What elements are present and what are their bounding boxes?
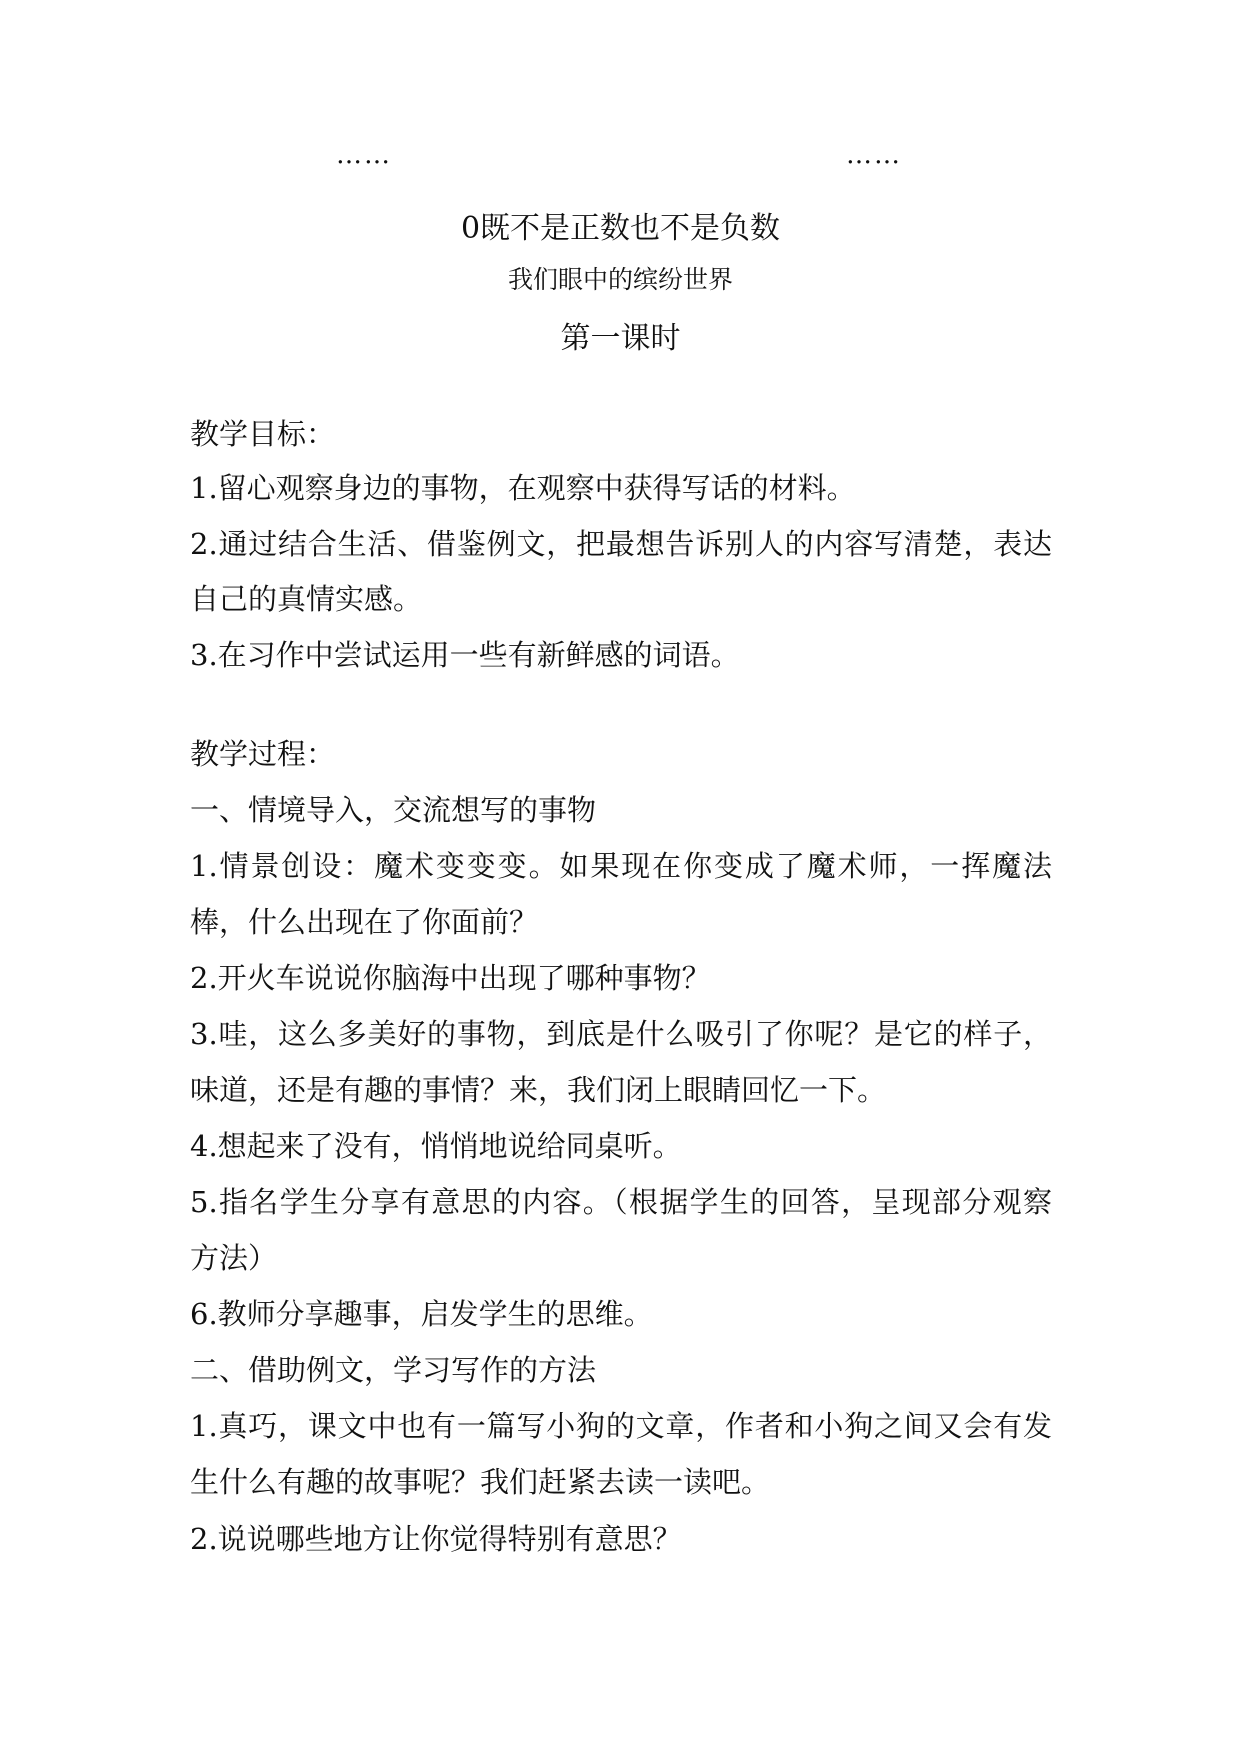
step-1-3: 3.哇，这么多美好的事物，到底是什么吸引了你呢？是它的样子， xyxy=(190,1017,1052,1051)
step-2-1-cont: 生什么有趣的故事呢？我们赶紧去读一读吧。 xyxy=(190,1465,771,1499)
ellipsis-left: …… xyxy=(336,140,392,170)
main-title: 0既不是正数也不是负数 xyxy=(460,211,781,246)
step-1-1: 1.情景创设：魔术变变变。如果现在你变成了魔术师，一挥魔法 xyxy=(190,849,1052,883)
subtitle: 我们眼中的缤纷世界 xyxy=(507,265,733,294)
objective-1: 1.留心观察身边的事物，在观察中获得写话的材料。 xyxy=(190,471,856,505)
section-heading-process: 教学过程： xyxy=(190,737,336,771)
step-2-1: 1.真巧，课文中也有一篇写小狗的文章，作者和小狗之间又会有发 xyxy=(190,1409,1052,1443)
section-heading-objectives: 教学目标： xyxy=(190,417,336,451)
step-1-6: 6.教师分享趣事，启发学生的思维。 xyxy=(190,1297,653,1331)
step-1-5: 5.指名学生分享有意思的内容。（根据学生的回答，呈现部分观察 xyxy=(190,1185,1052,1219)
step-1-3-cont: 味道，还是有趣的事情？来，我们闭上眼睛回忆一下。 xyxy=(190,1073,887,1107)
step-heading-1: 一、情境导入，交流想写的事物 xyxy=(190,793,597,827)
step-1-2: 2.开火车说说你脑海中出现了哪种事物？ xyxy=(190,961,711,995)
step-2-2: 2.说说哪些地方让你觉得特别有意思？ xyxy=(190,1522,682,1556)
objective-2-cont: 自己的真情实感。 xyxy=(190,582,423,616)
step-1-5-cont: 方法） xyxy=(190,1241,278,1275)
step-1-1-cont: 棒，什么出现在了你面前？ xyxy=(190,905,539,939)
ellipsis-right: …… xyxy=(846,140,902,170)
objective-2: 2.通过结合生活、借鉴例文，把最想告诉别人的内容写清楚，表达 xyxy=(190,527,1052,561)
objective-3: 3.在习作中尝试运用一些有新鲜感的词语。 xyxy=(190,638,740,672)
step-1-4: 4.想起来了没有，悄悄地说给同桌听。 xyxy=(190,1129,682,1163)
lesson-title: 第一课时 xyxy=(560,321,681,356)
step-heading-2: 二、借助例文，学习写作的方法 xyxy=(190,1353,597,1387)
